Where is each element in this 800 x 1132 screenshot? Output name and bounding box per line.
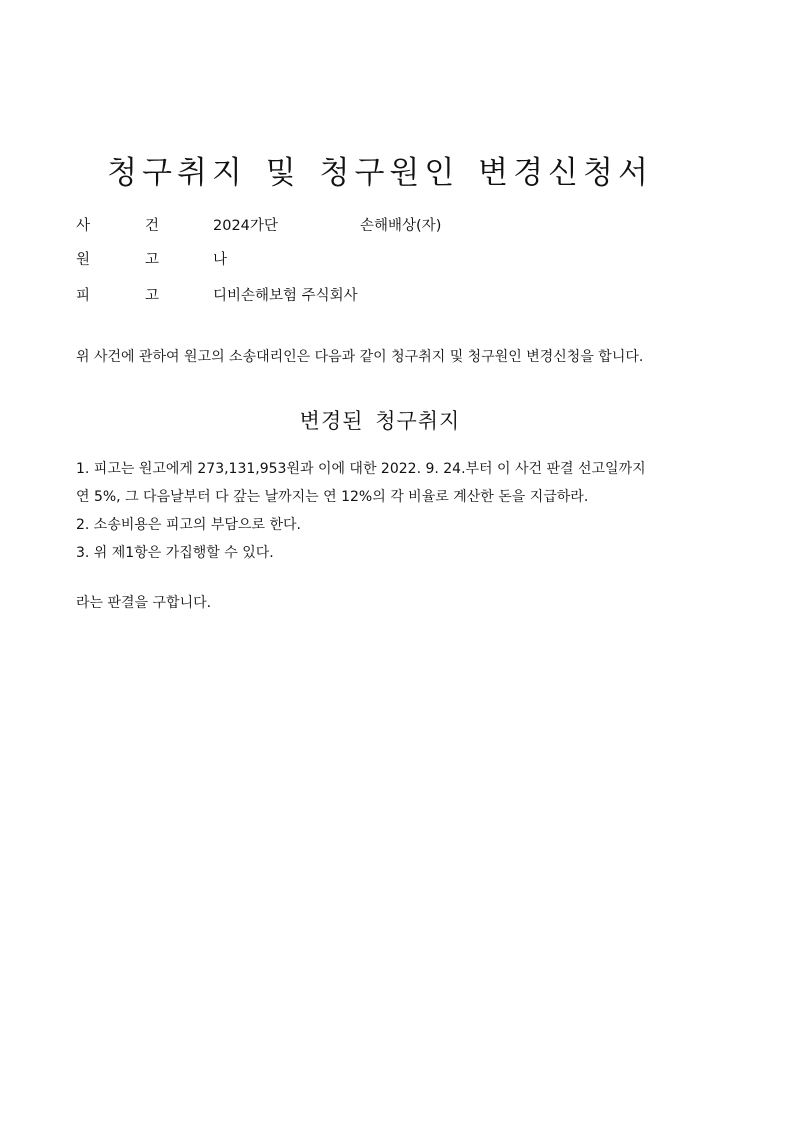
case-type-value: 손해배상(자) <box>360 218 442 234</box>
case-row-case-number <box>76 214 716 234</box>
plaintiff-value: 나 <box>213 252 228 268</box>
case-row-plaintiff <box>76 248 716 268</box>
document-title: 청구취지 및 청구원인 변경신청서 <box>107 154 653 191</box>
claim-line: 1. 피고는 원고에게 273,131,953원과 이에 대한 2022. 9. 24.부터 이 사건 판결 선고일까지 <box>76 461 646 477</box>
intro-paragraph: 위 사건에 관하여 원고의 소송대리인은 다음과 같이 청구취지 및 청구원인 변경신청을 합니다. <box>76 349 644 365</box>
claim-line: 3. 위 제1항은 가집행할 수 있다. <box>76 545 274 561</box>
case-number-value: 2024가단 <box>213 218 278 234</box>
plaintiff-label-char-2: 고 <box>145 252 160 268</box>
claims-list <box>76 455 716 567</box>
closing-statement: 라는 판결을 구합니다. <box>76 595 212 611</box>
defendant-label-char-1: 피 <box>76 288 91 304</box>
plaintiff-label-char-1: 원 <box>76 252 91 268</box>
case-row-defendant <box>76 284 716 304</box>
defendant-label-char-2: 고 <box>145 288 160 304</box>
claim-line: 2. 소송비용은 피고의 부담으로 한다. <box>76 517 301 533</box>
case-label-char-1: 사 <box>76 218 91 234</box>
case-label-char-2: 건 <box>145 218 160 234</box>
defendant-value: 디비손해보험 주식회사 <box>213 288 358 304</box>
section-title: 변경된 청구취지 <box>299 409 461 433</box>
claim-line: 연 5%, 그 다음날부터 다 갚는 날까지는 연 12%의 각 비율로 계산한 돈을 지급하라. <box>76 489 589 505</box>
